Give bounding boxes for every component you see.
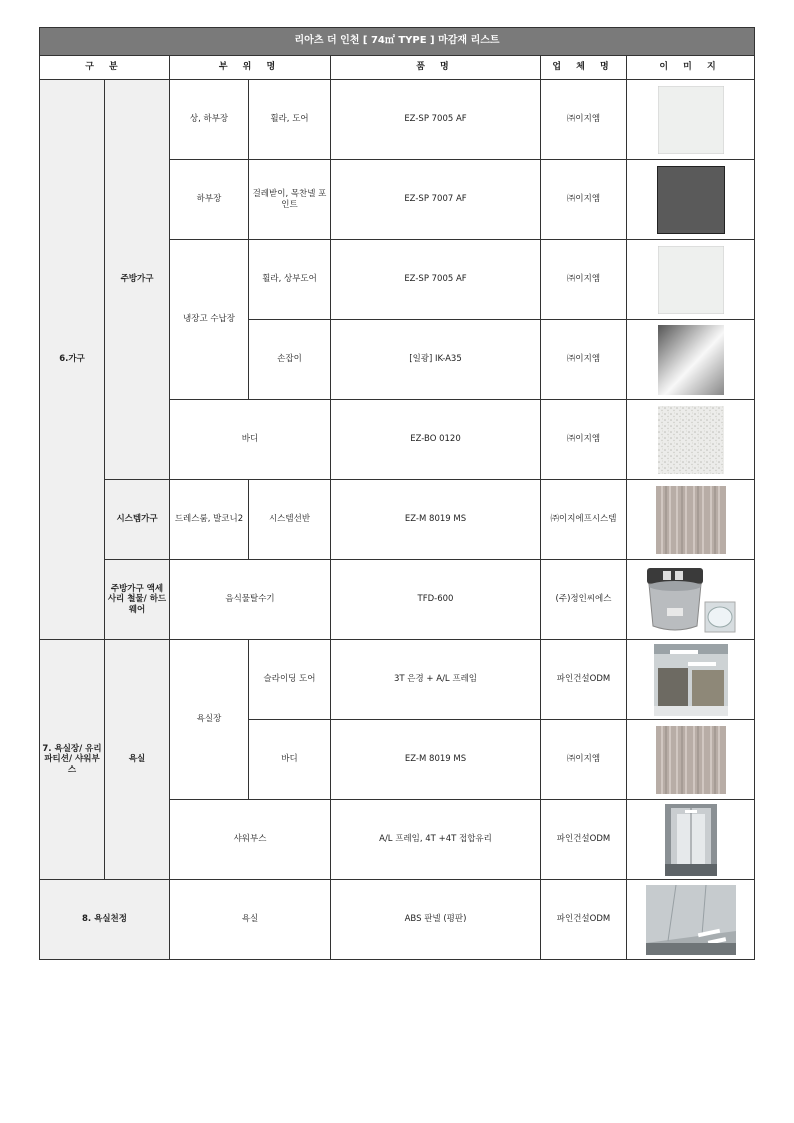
header-category: 구 분 bbox=[40, 56, 170, 80]
company-name: 파인건설ODM bbox=[541, 880, 627, 960]
category-bath-partition: 7. 욕실장/ 유리파티션/ 샤워부스 bbox=[40, 640, 105, 880]
company-name: 파인건설ODM bbox=[541, 800, 627, 880]
subcategory-bath: 욕실 bbox=[105, 640, 170, 880]
product-name: EZ-SP 7007 AF bbox=[331, 160, 541, 240]
company-name: ㈜이지엠 bbox=[541, 160, 627, 240]
finish-material-table bbox=[39, 27, 755, 960]
sub-part: 휠라, 도어 bbox=[249, 80, 331, 160]
wood-grain-swatch bbox=[656, 726, 726, 794]
product-name: [일광] IK-A35 bbox=[331, 320, 541, 400]
white-panel-swatch bbox=[658, 246, 724, 314]
company-name: ㈜이지에프시스템 bbox=[541, 480, 627, 560]
sub-part: 휠라, 상부도어 bbox=[249, 240, 331, 320]
company-name: ㈜이지엠 bbox=[541, 400, 627, 480]
part-shower-booth: 샤워부스 bbox=[170, 800, 331, 880]
product-name: EZ-M 8019 MS bbox=[331, 720, 541, 800]
part-system-location: 드레스룸, 발코니2 bbox=[170, 480, 249, 560]
part-food-disposer: 음식물탈수기 bbox=[170, 560, 331, 640]
category-bath-ceiling: 8. 욕실천정 bbox=[40, 880, 170, 960]
table-row bbox=[40, 80, 755, 160]
subcategory-system: 시스템가구 bbox=[105, 480, 170, 560]
product-name: 3T 은경 + A/L 프레임 bbox=[331, 640, 541, 720]
company-name: (주)정인씨에스 bbox=[541, 560, 627, 640]
bath-ceiling-photo bbox=[646, 885, 736, 955]
table-row bbox=[40, 560, 755, 640]
part-upper-lower: 상, 하부장 bbox=[170, 80, 249, 160]
sub-part: 손잡이 bbox=[249, 320, 331, 400]
table-row bbox=[40, 640, 755, 720]
header-image: 이 미 지 bbox=[627, 56, 755, 80]
product-name: EZ-SP 7005 AF bbox=[331, 240, 541, 320]
dark-gray-panel-swatch bbox=[657, 166, 725, 234]
table-title: 리아츠 더 인천 [ 74㎡ TYPE ] 마감재 리스트 bbox=[40, 28, 755, 56]
header-part: 부 위 명 bbox=[170, 56, 331, 80]
subcategory-kitchen: 주방가구 bbox=[105, 80, 170, 480]
metallic-handle-swatch bbox=[658, 325, 724, 395]
bath-cabinet-photo bbox=[654, 644, 728, 716]
product-name: EZ-M 8019 MS bbox=[331, 480, 541, 560]
company-name: ㈜이지엠 bbox=[541, 80, 627, 160]
company-name: ㈜이지엠 bbox=[541, 240, 627, 320]
sub-part: 바디 bbox=[170, 400, 331, 480]
sub-part: 걸레받이, 목찬넬 포인트 bbox=[249, 160, 331, 240]
table-row bbox=[40, 480, 755, 560]
product-name: EZ-SP 7005 AF bbox=[331, 80, 541, 160]
table-row bbox=[40, 880, 755, 960]
product-name: TFD-600 bbox=[331, 560, 541, 640]
company-name: ㈜이지엠 bbox=[541, 320, 627, 400]
category-furniture: 6.가구 bbox=[40, 80, 105, 640]
product-name: A/L 프레임, 4T +4T 접합유리 bbox=[331, 800, 541, 880]
product-name: ABS 판넬 (평판) bbox=[331, 880, 541, 960]
speckled-white-swatch bbox=[658, 406, 724, 474]
company-name: ㈜이지엠 bbox=[541, 720, 627, 800]
sub-part: 슬라이딩 도어 bbox=[249, 640, 331, 720]
subcategory-accessory: 주방가구 액세사리 철물/ 하드웨어 bbox=[105, 560, 170, 640]
shower-booth-photo bbox=[665, 804, 717, 876]
product-name: EZ-BO 0120 bbox=[331, 400, 541, 480]
white-panel-swatch bbox=[658, 86, 724, 154]
company-name: 파인건설ODM bbox=[541, 640, 627, 720]
header-company: 업 체 명 bbox=[541, 56, 627, 80]
food-disposer-photo bbox=[643, 564, 739, 636]
part-ceiling-bath: 욕실 bbox=[170, 880, 331, 960]
part-cabinet: 욕실장 bbox=[170, 640, 249, 800]
sub-part: 시스템선반 bbox=[249, 480, 331, 560]
part-fridge: 냉장고 수납장 bbox=[170, 240, 249, 400]
header-product: 품 명 bbox=[331, 56, 541, 80]
wood-grain-swatch bbox=[656, 486, 726, 554]
part-lower: 하부장 bbox=[170, 160, 249, 240]
sub-part: 바디 bbox=[249, 720, 331, 800]
